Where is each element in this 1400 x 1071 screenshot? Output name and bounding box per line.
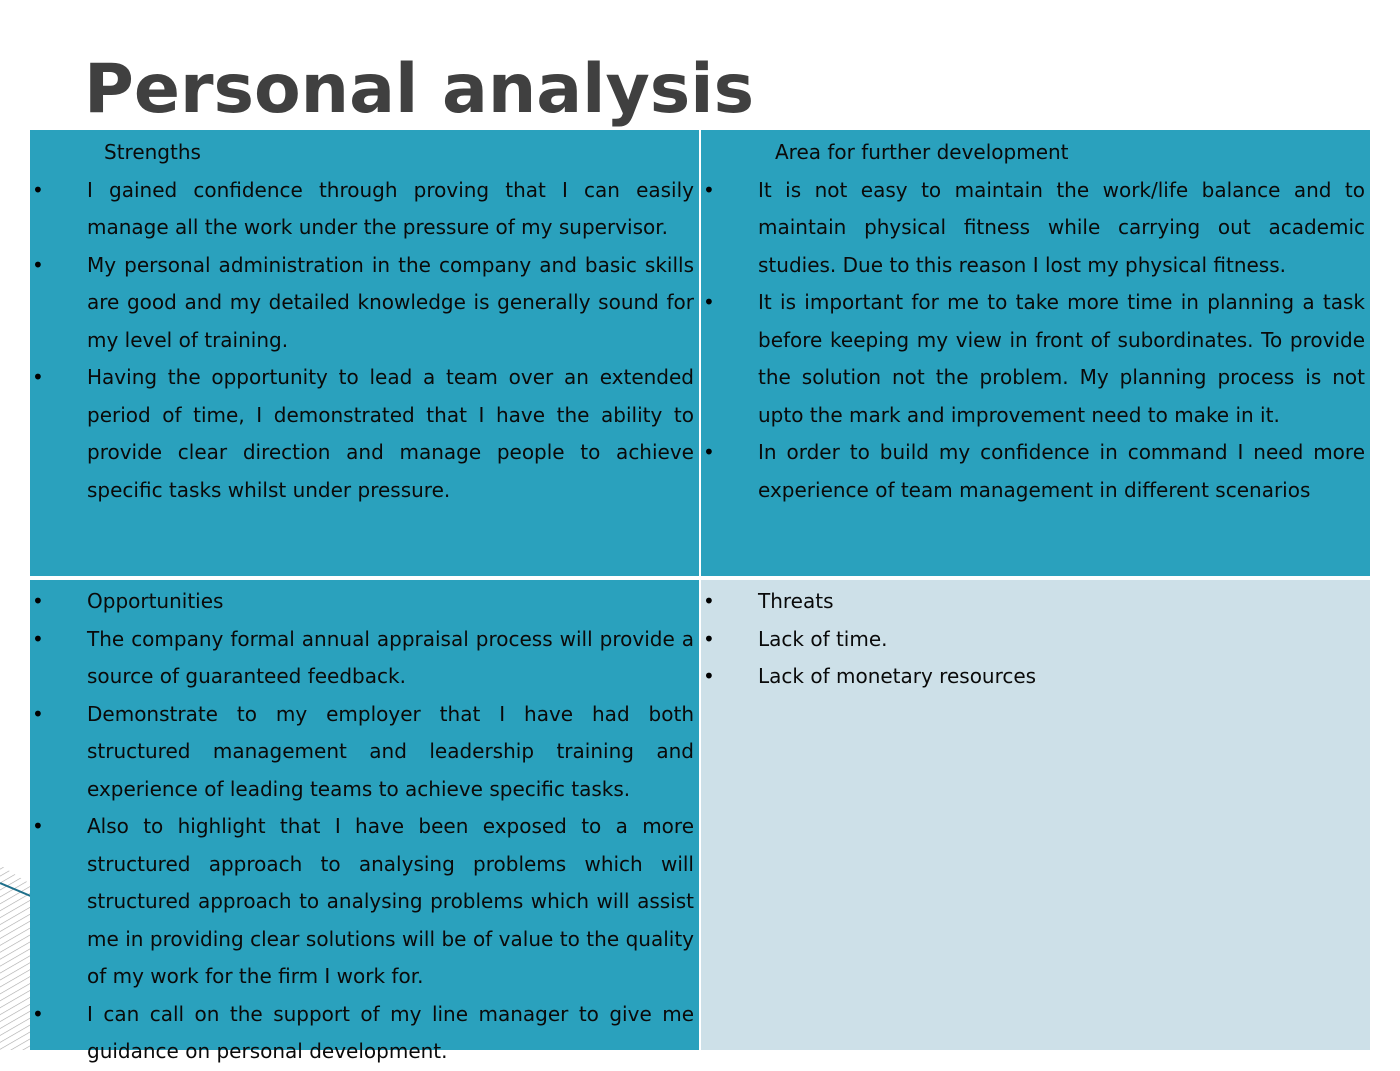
opportunities-heading: • Opportunities	[30, 583, 694, 621]
strengths-heading: Strengths	[104, 140, 201, 164]
list-item: • I can call on the support of my line manager to give me guidance on personal development.	[30, 996, 694, 1071]
list-item: • It is important for me to take more time in planning a task before keeping my view in front of subordinates. To provide the solution not the problem. My planning process is not upto the mark and improvement need to make in it.	[701, 284, 1365, 434]
strengths-cell	[30, 130, 699, 576]
list-item: • My personal administration in the company and basic skills are good and my detailed knowledge is generally sound for my level of training.	[30, 247, 694, 360]
list-item: • Lack of time.	[701, 621, 1365, 659]
list-item: • In order to build my confidence in command I need more experience of team management in different scenarios	[701, 434, 1365, 509]
development-heading: Area for further development	[775, 140, 1069, 164]
threats-cell	[701, 580, 1370, 1050]
list-item: • Having the opportunity to lead a team over an extended period of time, I demonstrated that I have the ability to provide clear direction and manage people to achieve specific tasks whilst under pressure.	[30, 359, 694, 509]
threats-heading: • Threats	[701, 583, 1365, 621]
slide-title: Personal analysis	[84, 50, 755, 129]
development-cell	[701, 130, 1370, 576]
list-item: • The company formal annual appraisal process will provide a source of guaranteed feedback.	[30, 621, 694, 696]
opportunities-cell	[30, 580, 699, 1063]
list-item: • I gained confidence through proving that I can easily manage all the work under the pressure of my supervisor.	[30, 172, 694, 247]
opportunities-list	[30, 583, 694, 1071]
development-list	[701, 172, 1365, 510]
threats-list	[701, 583, 1365, 696]
strengths-list	[30, 172, 694, 510]
list-item: • Also to highlight that I have been exposed to a more structured approach to analysing problems which will structured approach to analysing problems which will assist me in providing clear solutions will be of value to the quality of my work for the firm I work for.	[30, 808, 694, 996]
list-item: • Demonstrate to my employer that I have had both structured management and leadership training and experience of leading teams to achieve specific tasks.	[30, 696, 694, 809]
list-item: • It is not easy to maintain the work/life balance and to maintain physical fitness while carrying out academic studies. Due to this reason I lost my physical fitness.	[701, 172, 1365, 285]
list-item: • Lack of monetary resources	[701, 658, 1365, 696]
